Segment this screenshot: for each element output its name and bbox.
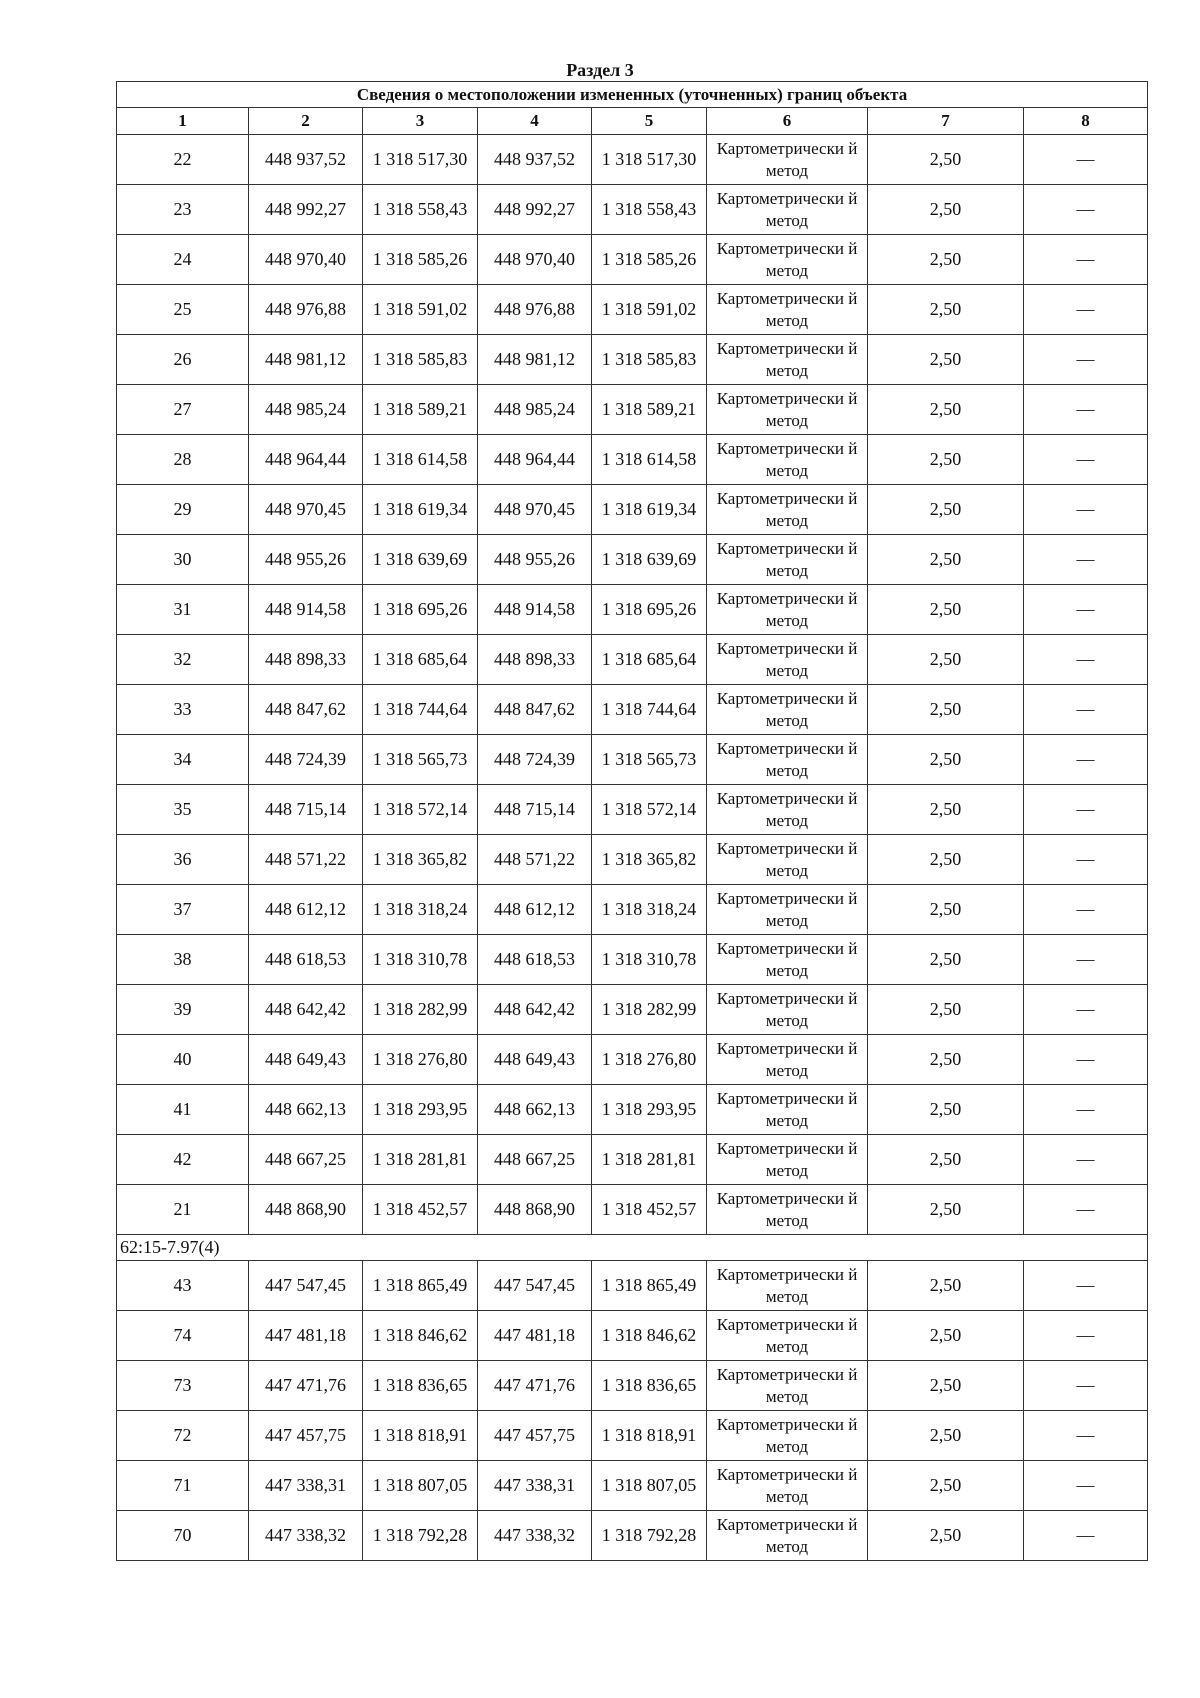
- new-y-cell: 1 318 293,95: [592, 1085, 707, 1135]
- existing-y-cell: 1 318 365,82: [363, 835, 478, 885]
- table-caption: Сведения о местоположении измененных (уточненных) границ объекта: [117, 82, 1148, 108]
- existing-y-cell: 1 318 452,57: [363, 1185, 478, 1235]
- table-row: [117, 1085, 1148, 1135]
- parcel-group-label: 62:15-7.97(4): [117, 1235, 1148, 1261]
- description-cell: —: [1024, 235, 1148, 285]
- new-y-cell: 1 318 614,58: [592, 435, 707, 485]
- table-body: [117, 135, 1148, 1561]
- method-cell: Картометрически й метод: [707, 185, 868, 235]
- new-x-cell: 448 618,53: [478, 935, 592, 985]
- accuracy-cell: 2,50: [868, 1461, 1024, 1511]
- new-y-cell: 1 318 572,14: [592, 785, 707, 835]
- method-cell: Картометрически й метод: [707, 1311, 868, 1361]
- new-y-cell: 1 318 792,28: [592, 1511, 707, 1561]
- new-y-cell: 1 318 585,26: [592, 235, 707, 285]
- new-y-cell: 1 318 836,65: [592, 1361, 707, 1411]
- table-row: [117, 435, 1148, 485]
- table-row: [117, 1511, 1148, 1561]
- point-number-cell: 21: [117, 1185, 249, 1235]
- accuracy-cell: 2,50: [868, 1185, 1024, 1235]
- existing-y-cell: 1 318 310,78: [363, 935, 478, 985]
- new-y-cell: 1 318 619,34: [592, 485, 707, 535]
- description-cell: —: [1024, 285, 1148, 335]
- accuracy-cell: 2,50: [868, 1261, 1024, 1311]
- new-y-cell: 1 318 365,82: [592, 835, 707, 885]
- new-x-cell: 448 985,24: [478, 385, 592, 435]
- method-cell: Картометрически й метод: [707, 235, 868, 285]
- existing-x-cell: 448 649,43: [249, 1035, 363, 1085]
- existing-y-cell: 1 318 685,64: [363, 635, 478, 685]
- point-number-cell: 39: [117, 985, 249, 1035]
- new-x-cell: 448 868,90: [478, 1185, 592, 1235]
- point-number-cell: 29: [117, 485, 249, 535]
- point-number-cell: 33: [117, 685, 249, 735]
- table-row: [117, 585, 1148, 635]
- existing-y-cell: 1 318 865,49: [363, 1261, 478, 1311]
- method-cell: Картометрически й метод: [707, 385, 868, 435]
- accuracy-cell: 2,50: [868, 1511, 1024, 1561]
- existing-y-cell: 1 318 293,95: [363, 1085, 478, 1135]
- accuracy-cell: 2,50: [868, 335, 1024, 385]
- existing-y-cell: 1 318 585,83: [363, 335, 478, 385]
- point-number-cell: 23: [117, 185, 249, 235]
- new-y-cell: 1 318 591,02: [592, 285, 707, 335]
- new-x-cell: 448 642,42: [478, 985, 592, 1035]
- existing-y-cell: 1 318 318,24: [363, 885, 478, 935]
- existing-y-cell: 1 318 591,02: [363, 285, 478, 335]
- new-x-cell: 448 571,22: [478, 835, 592, 885]
- new-x-cell: 448 992,27: [478, 185, 592, 235]
- description-cell: —: [1024, 1035, 1148, 1085]
- description-cell: —: [1024, 835, 1148, 885]
- new-x-cell: 448 612,12: [478, 885, 592, 935]
- point-number-cell: 28: [117, 435, 249, 485]
- existing-x-cell: 448 662,13: [249, 1085, 363, 1135]
- accuracy-cell: 2,50: [868, 585, 1024, 635]
- point-number-cell: 27: [117, 385, 249, 435]
- description-cell: —: [1024, 1261, 1148, 1311]
- new-y-cell: 1 318 639,69: [592, 535, 707, 585]
- column-number: 6: [707, 108, 868, 135]
- description-cell: —: [1024, 1461, 1148, 1511]
- point-number-cell: 72: [117, 1411, 249, 1461]
- existing-x-cell: 448 955,26: [249, 535, 363, 585]
- new-x-cell: 448 964,44: [478, 435, 592, 485]
- new-x-cell: 447 547,45: [478, 1261, 592, 1311]
- new-y-cell: 1 318 565,73: [592, 735, 707, 785]
- table-row: [117, 785, 1148, 835]
- table-row: [117, 535, 1148, 585]
- point-number-cell: 34: [117, 735, 249, 785]
- new-y-cell: 1 318 685,64: [592, 635, 707, 685]
- accuracy-cell: 2,50: [868, 1311, 1024, 1361]
- new-y-cell: 1 318 744,64: [592, 685, 707, 735]
- description-cell: —: [1024, 585, 1148, 635]
- description-cell: —: [1024, 985, 1148, 1035]
- accuracy-cell: 2,50: [868, 1411, 1024, 1461]
- new-y-cell: 1 318 695,26: [592, 585, 707, 635]
- accuracy-cell: 2,50: [868, 1085, 1024, 1135]
- accuracy-cell: 2,50: [868, 985, 1024, 1035]
- method-cell: Картометрически й метод: [707, 735, 868, 785]
- description-cell: —: [1024, 1085, 1148, 1135]
- accuracy-cell: 2,50: [868, 485, 1024, 535]
- table-row: [117, 1135, 1148, 1185]
- existing-x-cell: 448 992,27: [249, 185, 363, 235]
- description-cell: —: [1024, 685, 1148, 735]
- new-x-cell: 447 457,75: [478, 1411, 592, 1461]
- point-number-cell: 70: [117, 1511, 249, 1561]
- existing-y-cell: 1 318 792,28: [363, 1511, 478, 1561]
- description-cell: —: [1024, 1511, 1148, 1561]
- existing-y-cell: 1 318 585,26: [363, 235, 478, 285]
- accuracy-cell: 2,50: [868, 685, 1024, 735]
- existing-x-cell: 448 667,25: [249, 1135, 363, 1185]
- new-x-cell: 448 724,39: [478, 735, 592, 785]
- method-cell: Картометрически й метод: [707, 1461, 868, 1511]
- accuracy-cell: 2,50: [868, 835, 1024, 885]
- description-cell: —: [1024, 885, 1148, 935]
- existing-y-cell: 1 318 572,14: [363, 785, 478, 835]
- new-y-cell: 1 318 818,91: [592, 1411, 707, 1461]
- accuracy-cell: 2,50: [868, 1361, 1024, 1411]
- table-row: [117, 1411, 1148, 1461]
- accuracy-cell: 2,50: [868, 435, 1024, 485]
- method-cell: Картометрически й метод: [707, 535, 868, 585]
- description-cell: —: [1024, 1361, 1148, 1411]
- new-x-cell: 448 914,58: [478, 585, 592, 635]
- method-cell: Картометрически й метод: [707, 635, 868, 685]
- method-cell: Картометрически й метод: [707, 835, 868, 885]
- method-cell: Картометрически й метод: [707, 435, 868, 485]
- method-cell: Картометрически й метод: [707, 1085, 868, 1135]
- table-row: [117, 135, 1148, 185]
- description-cell: —: [1024, 1185, 1148, 1235]
- existing-y-cell: 1 318 695,26: [363, 585, 478, 635]
- new-y-cell: 1 318 452,57: [592, 1185, 707, 1235]
- existing-y-cell: 1 318 619,34: [363, 485, 478, 535]
- new-y-cell: 1 318 310,78: [592, 935, 707, 985]
- existing-x-cell: 448 970,40: [249, 235, 363, 285]
- column-number: 4: [478, 108, 592, 135]
- method-cell: Картометрически й метод: [707, 1411, 868, 1461]
- accuracy-cell: 2,50: [868, 285, 1024, 335]
- new-y-cell: 1 318 865,49: [592, 1261, 707, 1311]
- new-y-cell: 1 318 517,30: [592, 135, 707, 185]
- table-row: [117, 335, 1148, 385]
- column-number: 8: [1024, 108, 1148, 135]
- existing-x-cell: 448 642,42: [249, 985, 363, 1035]
- description-cell: —: [1024, 1311, 1148, 1361]
- new-y-cell: 1 318 282,99: [592, 985, 707, 1035]
- method-cell: Картометрически й метод: [707, 1135, 868, 1185]
- description-cell: —: [1024, 635, 1148, 685]
- point-number-cell: 40: [117, 1035, 249, 1085]
- accuracy-cell: 2,50: [868, 135, 1024, 185]
- point-number-cell: 41: [117, 1085, 249, 1135]
- column-number: 7: [868, 108, 1024, 135]
- existing-y-cell: 1 318 589,21: [363, 385, 478, 435]
- existing-x-cell: 448 985,24: [249, 385, 363, 435]
- description-cell: —: [1024, 785, 1148, 835]
- table-row: [117, 635, 1148, 685]
- column-number: 1: [117, 108, 249, 135]
- column-number: 3: [363, 108, 478, 135]
- existing-x-cell: 448 914,58: [249, 585, 363, 635]
- new-x-cell: 448 662,13: [478, 1085, 592, 1135]
- existing-y-cell: 1 318 744,64: [363, 685, 478, 735]
- point-number-cell: 73: [117, 1361, 249, 1411]
- table-row: [117, 885, 1148, 935]
- table-row: [117, 735, 1148, 785]
- description-cell: —: [1024, 1135, 1148, 1185]
- existing-y-cell: 1 318 565,73: [363, 735, 478, 785]
- existing-x-cell: 448 571,22: [249, 835, 363, 885]
- section-title: Раздел 3: [566, 60, 634, 80]
- description-cell: —: [1024, 1411, 1148, 1461]
- accuracy-cell: 2,50: [868, 535, 1024, 585]
- new-x-cell: 447 338,31: [478, 1461, 592, 1511]
- table-row: [117, 1311, 1148, 1361]
- table-row: [117, 485, 1148, 535]
- table-row: [117, 185, 1148, 235]
- point-number-cell: 24: [117, 235, 249, 285]
- existing-y-cell: 1 318 517,30: [363, 135, 478, 185]
- method-cell: Картометрически й метод: [707, 1185, 868, 1235]
- method-cell: Картометрически й метод: [707, 1511, 868, 1561]
- description-cell: —: [1024, 335, 1148, 385]
- method-cell: Картометрически й метод: [707, 585, 868, 635]
- description-cell: —: [1024, 435, 1148, 485]
- new-x-cell: 448 847,62: [478, 685, 592, 735]
- accuracy-cell: 2,50: [868, 935, 1024, 985]
- accuracy-cell: 2,50: [868, 385, 1024, 435]
- description-cell: —: [1024, 535, 1148, 585]
- existing-x-cell: 448 898,33: [249, 635, 363, 685]
- point-number-cell: 74: [117, 1311, 249, 1361]
- accuracy-cell: 2,50: [868, 185, 1024, 235]
- new-y-cell: 1 318 558,43: [592, 185, 707, 235]
- point-number-cell: 36: [117, 835, 249, 885]
- existing-y-cell: 1 318 818,91: [363, 1411, 478, 1461]
- table-row: [117, 1361, 1148, 1411]
- point-number-cell: 43: [117, 1261, 249, 1311]
- existing-x-cell: 447 457,75: [249, 1411, 363, 1461]
- description-cell: —: [1024, 735, 1148, 785]
- existing-x-cell: 447 338,32: [249, 1511, 363, 1561]
- existing-y-cell: 1 318 836,65: [363, 1361, 478, 1411]
- point-number-cell: 38: [117, 935, 249, 985]
- accuracy-cell: 2,50: [868, 885, 1024, 935]
- new-y-cell: 1 318 276,80: [592, 1035, 707, 1085]
- method-cell: Картометрически й метод: [707, 1261, 868, 1311]
- method-cell: Картометрически й метод: [707, 1361, 868, 1411]
- new-x-cell: 447 471,76: [478, 1361, 592, 1411]
- existing-x-cell: 447 481,18: [249, 1311, 363, 1361]
- new-x-cell: 448 976,88: [478, 285, 592, 335]
- table-row: [117, 235, 1148, 285]
- point-number-cell: 22: [117, 135, 249, 185]
- accuracy-cell: 2,50: [868, 1135, 1024, 1185]
- existing-x-cell: 448 981,12: [249, 335, 363, 385]
- description-cell: —: [1024, 135, 1148, 185]
- new-x-cell: 448 981,12: [478, 335, 592, 385]
- table-row: [117, 1035, 1148, 1085]
- existing-y-cell: 1 318 558,43: [363, 185, 478, 235]
- table-row: [117, 385, 1148, 435]
- existing-x-cell: 448 970,45: [249, 485, 363, 535]
- existing-x-cell: 448 612,12: [249, 885, 363, 935]
- method-cell: Картометрически й метод: [707, 135, 868, 185]
- accuracy-cell: 2,50: [868, 735, 1024, 785]
- table-row: [117, 1185, 1148, 1235]
- method-cell: Картометрически й метод: [707, 685, 868, 735]
- new-x-cell: 448 937,52: [478, 135, 592, 185]
- existing-x-cell: 448 976,88: [249, 285, 363, 335]
- new-y-cell: 1 318 585,83: [592, 335, 707, 385]
- method-cell: Картометрически й метод: [707, 335, 868, 385]
- point-number-cell: 42: [117, 1135, 249, 1185]
- existing-x-cell: 448 847,62: [249, 685, 363, 735]
- description-cell: —: [1024, 485, 1148, 535]
- point-number-cell: 25: [117, 285, 249, 335]
- table-row: [117, 985, 1148, 1035]
- new-y-cell: 1 318 281,81: [592, 1135, 707, 1185]
- accuracy-cell: 2,50: [868, 635, 1024, 685]
- group-row: [117, 1235, 1148, 1261]
- description-cell: —: [1024, 185, 1148, 235]
- table-row: [117, 1461, 1148, 1511]
- accuracy-cell: 2,50: [868, 785, 1024, 835]
- existing-x-cell: 447 547,45: [249, 1261, 363, 1311]
- new-y-cell: 1 318 846,62: [592, 1311, 707, 1361]
- existing-y-cell: 1 318 846,62: [363, 1311, 478, 1361]
- method-cell: Картометрически й метод: [707, 935, 868, 985]
- new-x-cell: 448 667,25: [478, 1135, 592, 1185]
- existing-x-cell: 448 724,39: [249, 735, 363, 785]
- existing-x-cell: 448 964,44: [249, 435, 363, 485]
- point-number-cell: 71: [117, 1461, 249, 1511]
- new-x-cell: 447 481,18: [478, 1311, 592, 1361]
- point-number-cell: 31: [117, 585, 249, 635]
- method-cell: Картометрически й метод: [707, 285, 868, 335]
- existing-y-cell: 1 318 614,58: [363, 435, 478, 485]
- column-number: 2: [249, 108, 363, 135]
- existing-y-cell: 1 318 282,99: [363, 985, 478, 1035]
- existing-x-cell: 447 471,76: [249, 1361, 363, 1411]
- column-number: 5: [592, 108, 707, 135]
- new-x-cell: 448 970,40: [478, 235, 592, 285]
- method-cell: Картометрически й метод: [707, 985, 868, 1035]
- new-y-cell: 1 318 589,21: [592, 385, 707, 435]
- description-cell: —: [1024, 935, 1148, 985]
- existing-y-cell: 1 318 639,69: [363, 535, 478, 585]
- method-cell: Картометрически й метод: [707, 885, 868, 935]
- new-x-cell: 448 715,14: [478, 785, 592, 835]
- method-cell: Картометрически й метод: [707, 1035, 868, 1085]
- existing-x-cell: 448 715,14: [249, 785, 363, 835]
- boundary-coordinates-table: [116, 81, 1148, 1561]
- existing-y-cell: 1 318 807,05: [363, 1461, 478, 1511]
- table-row: [117, 835, 1148, 885]
- existing-x-cell: 448 868,90: [249, 1185, 363, 1235]
- existing-y-cell: 1 318 276,80: [363, 1035, 478, 1085]
- new-y-cell: 1 318 318,24: [592, 885, 707, 935]
- new-x-cell: 448 955,26: [478, 535, 592, 585]
- point-number-cell: 35: [117, 785, 249, 835]
- point-number-cell: 30: [117, 535, 249, 585]
- table-row: [117, 285, 1148, 335]
- point-number-cell: 32: [117, 635, 249, 685]
- method-cell: Картометрически й метод: [707, 785, 868, 835]
- description-cell: —: [1024, 385, 1148, 435]
- existing-y-cell: 1 318 281,81: [363, 1135, 478, 1185]
- existing-x-cell: 448 937,52: [249, 135, 363, 185]
- method-cell: Картометрически й метод: [707, 485, 868, 535]
- accuracy-cell: 2,50: [868, 235, 1024, 285]
- accuracy-cell: 2,50: [868, 1035, 1024, 1085]
- point-number-cell: 26: [117, 335, 249, 385]
- new-x-cell: 448 970,45: [478, 485, 592, 535]
- column-number-row: [117, 108, 1148, 135]
- point-number-cell: 37: [117, 885, 249, 935]
- table-row: [117, 935, 1148, 985]
- new-x-cell: 447 338,32: [478, 1511, 592, 1561]
- table-row: [117, 685, 1148, 735]
- new-x-cell: 448 649,43: [478, 1035, 592, 1085]
- new-x-cell: 448 898,33: [478, 635, 592, 685]
- new-y-cell: 1 318 807,05: [592, 1461, 707, 1511]
- existing-x-cell: 448 618,53: [249, 935, 363, 985]
- table-row: [117, 1261, 1148, 1311]
- existing-x-cell: 447 338,31: [249, 1461, 363, 1511]
